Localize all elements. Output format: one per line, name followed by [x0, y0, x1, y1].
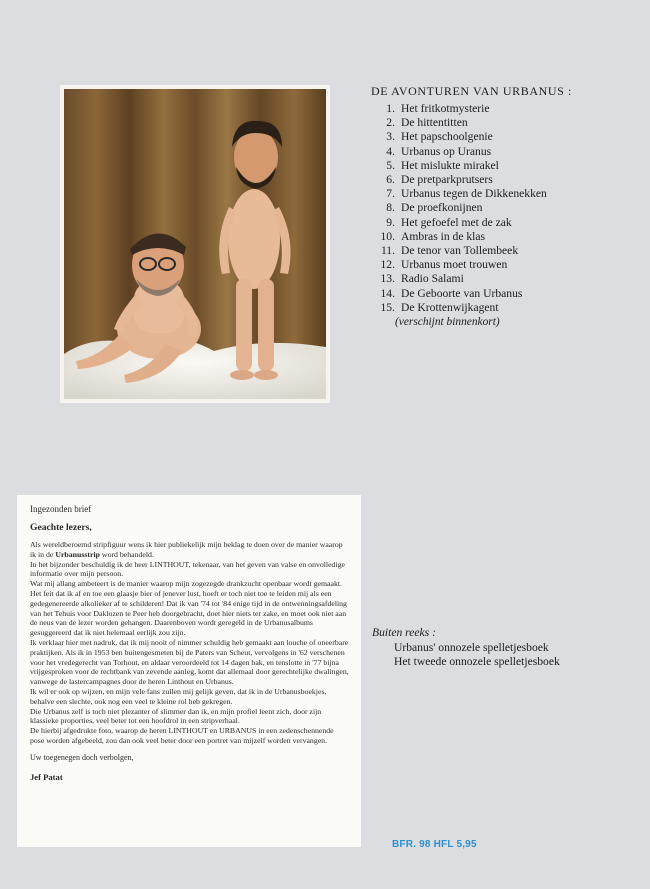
- album-number: 11.: [380, 244, 395, 258]
- letter-label: Ingezonden brief: [30, 504, 92, 514]
- album-number: 14.: [380, 286, 395, 300]
- extra-series-list: [372, 641, 642, 670]
- album-item: [371, 187, 641, 201]
- album-number: 13.: [380, 272, 395, 286]
- series-title: DE AVONTUREN VAN URBANUS :: [371, 84, 572, 98]
- album-item: [371, 287, 641, 301]
- album-title: De Geboorte van Urbanus: [401, 286, 523, 300]
- upcoming-note: (verschijnt binnenkort): [395, 316, 500, 329]
- album-item: [371, 301, 641, 315]
- price-label: BFR. 98 HFL 5,95: [392, 839, 477, 850]
- album-item: [371, 272, 641, 286]
- album-title: Het fritkotmysterie: [401, 102, 490, 115]
- photo-image: [64, 89, 326, 399]
- album-number: 8.: [386, 201, 395, 215]
- album-item: [371, 244, 641, 258]
- letter-bold-text: Urbanusstrip: [55, 549, 100, 559]
- album-title: Het mislukte mirakel: [401, 158, 499, 172]
- album-item: [371, 130, 641, 144]
- extra-series-item: Het tweede onnozele spelletjesboek: [394, 655, 560, 669]
- album-item: [371, 116, 641, 130]
- album-title: De pretparkprutsers: [401, 173, 493, 187]
- album-title: De tenor van Tollembeek: [401, 244, 519, 258]
- album-number: 15.: [380, 300, 395, 314]
- album-title: De Krottenwijkagent: [401, 300, 499, 314]
- album-title: De hittentitten: [401, 116, 468, 130]
- album-item: [371, 201, 641, 215]
- album-item: [371, 102, 641, 116]
- authors-photo: [60, 85, 330, 403]
- album-title: De proefkonijnen: [401, 201, 483, 215]
- album-number: 1.: [386, 102, 395, 115]
- letter-closing: Uw toegenegen doch verbolgen,: [30, 752, 134, 762]
- letter-signature: Jef Patat: [30, 771, 63, 782]
- album-item: [371, 159, 641, 173]
- letter-text: word behandeld.: [99, 549, 154, 559]
- letter-paragraph: Ik verklaar hier met nadruk, dat ik mij nooit of nimmer schuldig heb gemaakt aan louche of oneerbare praktijken. Als ik in 1953 ben buitengesmeten bij de Paters van Scheut, vervolgens in '62 verschenen voor het vredegerecht van Torhout, en aldaar veroordeeld tot 14 dagen bak, en tenslotte in '77 bijna vrijgesproken voor de rechtbank van zevende aanleg, komt dat allemaal door gerechtelijke dwalingen, vanwege de lastercampagnes door de heren Linthout en Urbanus.: [30, 637, 349, 687]
- album-title: Ambras in de klas: [401, 229, 486, 243]
- letter-text: Als wereldberoemd stripfiguur wens ik hier publiekelijk mijn beklag te doen over de manier waarop ik in de: [30, 540, 343, 559]
- album-number: 5.: [386, 158, 395, 172]
- album-item: [371, 230, 641, 244]
- album-number: 3.: [386, 130, 395, 144]
- letter-paragraph: Ik wil er ook op wijzen, en mijn vele fans zullen mij gelijk geven, dat ik in de Urbanusboekjes, behalve een slechte, ook nog een veel te kleine rol heb gekregen.: [30, 686, 327, 706]
- album-number: 12.: [380, 258, 395, 272]
- letter-greeting: Geachte lezers,: [30, 522, 92, 533]
- album-number: 4.: [386, 144, 395, 158]
- letter-paragraph: De hierbij afgedrukte foto, waarop de heren LINTHOUT en URBANUS in een zedenschennende pose worden afgebeeld, zou dan ook veel beter door een portret van mijzelf worden vervangen.: [30, 726, 334, 745]
- album-item: [371, 258, 641, 272]
- album-number: 10.: [380, 229, 395, 243]
- album-number: 6.: [386, 173, 395, 187]
- album-title: Radio Salami: [401, 272, 464, 286]
- album-title: Urbanus tegen de Dikkenekken: [401, 187, 547, 201]
- album-title: Het gefoefel met de zak: [401, 215, 512, 229]
- extra-series-title: Buiten reeks :: [372, 626, 436, 639]
- album-title: Het papschoolgenie: [401, 130, 493, 144]
- letter-paragraph: Die Urbanus zelf is toch niet plezanter of slimmer dan ik, en mijn profiel leent zich, door zijn klassieke proporties, veel beter tot een hoofdrol in een stripverhaal.: [30, 706, 322, 726]
- album-number: 2.: [386, 116, 395, 130]
- album-number: 7.: [386, 187, 395, 201]
- letter-paragraph: Wat mij allang ambeteert is de manier waarop mijn zogezegde drankzucht openbaar wordt gemaakt. Het feit dat ik af en toe een glaasje bier of jenever lust, hoeft er toch niet toe te leiden mij als een gedegenereerde alkolieker af te schilderen! Dat ik van '74 tot '84 enige tijd in de ontwenningsafdeling van het Tehuis voor Daklozen te Peer heb doorgebracht, doet hier niets ter zake, en moet ook niet aan de neus van de lezer worden gehangen. Daarenboven wordt geregeld in de Urbanusalbums gesuggereerd dat ik niet helemaal eerlijk zou zijn.: [30, 579, 347, 638]
- album-item: [371, 145, 641, 159]
- album-number: 9.: [386, 215, 395, 229]
- reader-letter: [17, 495, 361, 847]
- album-item: [371, 216, 641, 230]
- album-list: [371, 102, 641, 315]
- album-item: [371, 173, 641, 187]
- album-title: Urbanus moet trouwen: [401, 258, 508, 272]
- letter-paragraph: In het bijzonder beschuldig ik de heer LINTHOUT, tekenaar, van het geven van valse en onvolledige informatie over mijn persoon.: [30, 559, 345, 579]
- album-series-list: [371, 84, 641, 329]
- album-title: Urbanus op Uranus: [401, 144, 492, 158]
- letter-paragraph: [30, 540, 349, 560]
- extra-series-item: Urbanus' onnozele spelletjesboek: [394, 641, 549, 654]
- extra-series: [372, 626, 642, 670]
